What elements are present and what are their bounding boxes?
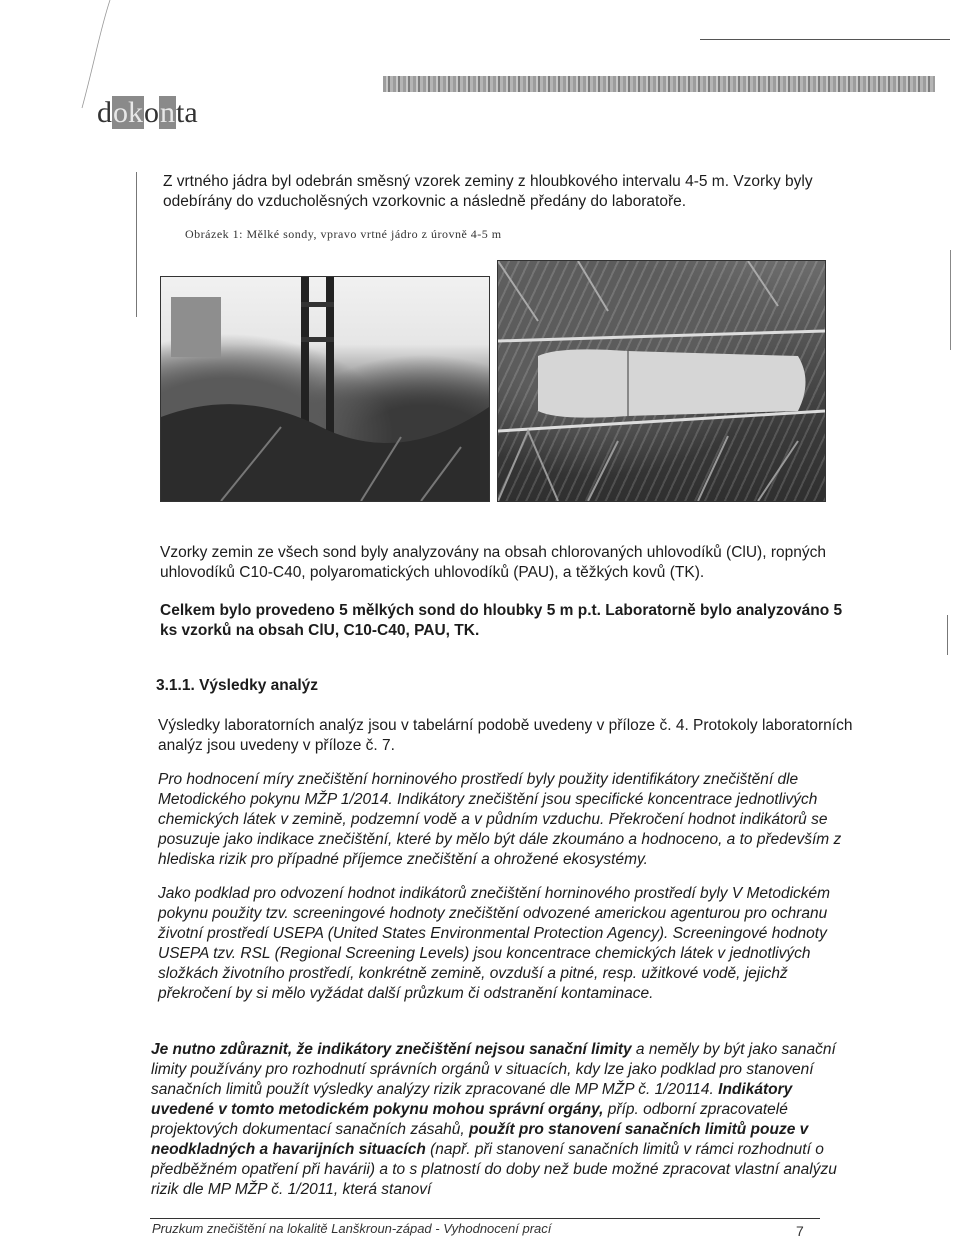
intro-paragraph: Z vrtného jádra byl odebrán směsný vzorek zeminy z hloubkového intervalu 4-5 m. Vzorky byly odebírány do vzducholěsných vzorkovnic a následně předány do laboratoře. bbox=[163, 173, 813, 210]
emphasis-bold-1: Je nutno zdůraznit, že indikátory znečištění nejsou sanační limity bbox=[151, 1041, 632, 1058]
photo-drill-core bbox=[497, 260, 826, 502]
footer-text: Pruzkum znečištění na lokalitě Lanškroun-západ - Vyhodnocení prací bbox=[152, 1221, 552, 1236]
italic-paragraph-2: Jako podklad pro odvození hodnot indikátorů znečištění horninového prostředí byly V Metodickém pokynu použity tzv. screeningové hodnoty znečištění odvozené americkou agenturou pro ochranu životní prostředí USEPA (United States Environmental Protection Agency). Screeningové hodnoty USEPA tzv. RSL (Regional Screening Levels) jsou koncentrace chemických látek v jednotlivých složkách životního prostředí, konkrétně zemině, ovzduší a pitné, resp. užitkové vodě, jejichž překročení by si mělo vyžádat další průzkum či odstranění kontaminace. bbox=[158, 885, 831, 1002]
top-rule bbox=[700, 39, 950, 40]
emphasis-bold-2: Indikátory uvedené v tomto metodickém pokynu mohou správní orgány, bbox=[151, 1081, 793, 1118]
photo-field-probe bbox=[160, 276, 490, 502]
italic-paragraph-1: Pro hodnocení míry znečištění horninového prostředí byly použity identifikátory znečištění dle Metodického pokynu MŽP 1/2014. Indikátory znečištění jsou specifické koncentrace jednotlivých chemických látek v zemině, podzemní vodě a v půdním vzduchu. Překročení hodnot indikátorů se posuzuje jako indikace znečištění, které by mělo být dále zkoumáno a hodnoceno, a to především z hlediska rizik pro případné příjemce znečištění a ohrožené ekosystémy. bbox=[158, 771, 842, 868]
margin-line bbox=[136, 172, 137, 317]
section-title: Výsledky analýz bbox=[199, 677, 319, 694]
analysis-paragraph: Vzorky zemin ze všech sond byly analyzovány na obsah chlorovaných uhlovodíků (ClU), ropných uhlovodíků C10-C40, polyaromatických uhlovodíků (PAU), a těžkých kovů (TK). bbox=[160, 544, 826, 581]
results-paragraph: Výsledky laboratorních analýz jsou v tabelární podobě uvedeny v příloze č. 4. Protokoly laboratorních analýz jsou uvedeny v příloze č. 7. bbox=[158, 717, 853, 754]
company-logo: dokonta bbox=[97, 96, 198, 129]
margin-line bbox=[947, 615, 948, 655]
emphasis-text-3: (např. při stanovení sanačních limitů v rámci rozhodnutí o předběžném opatření při havárii) a to s platností do doby než bude možné zpracovat vlastní analýzu rizik dle MP MŽP č. 1/2011, která stanoví bbox=[151, 1141, 837, 1198]
footer-rule bbox=[150, 1218, 820, 1219]
margin-line bbox=[950, 250, 951, 350]
emphasis-bold-3: použít pro stanovení sanačních limitů pouze v neodkladných a havarijních situacích bbox=[151, 1121, 809, 1158]
figure-caption: Obrázek 1: Mělké sondy, vpravo vrtné jádro z úrovně 4-5 m bbox=[185, 227, 502, 241]
emphasis-text-2: příp. odborní zpracovatelé projektových dokumentací sanačních zásahů, bbox=[151, 1101, 788, 1138]
section-number: 3.1.1. bbox=[156, 677, 195, 694]
scan-scratch bbox=[70, 0, 130, 110]
page-number: 7 bbox=[796, 1223, 804, 1239]
emphasis-text-1: a neměly by být jako sanační limity používány pro rozhodnutí správních orgánů v situacích, kdy lze jako podklad pro stanovení sanačních limitů použít výsledky analýzy rizik zpracované dle MP MŽP č. 1/20114. bbox=[151, 1041, 836, 1098]
summary-paragraph: Celkem bylo provedeno 5 mělkých sond do hloubky 5 m p.t. Laboratorně bylo analyzováno 5 ks vzorků na obsah ClU, C10-C40, PAU, TK. bbox=[160, 602, 843, 639]
emphasis-paragraph bbox=[151, 1040, 851, 1200]
header-bar bbox=[383, 76, 935, 92]
section-heading bbox=[156, 676, 556, 696]
